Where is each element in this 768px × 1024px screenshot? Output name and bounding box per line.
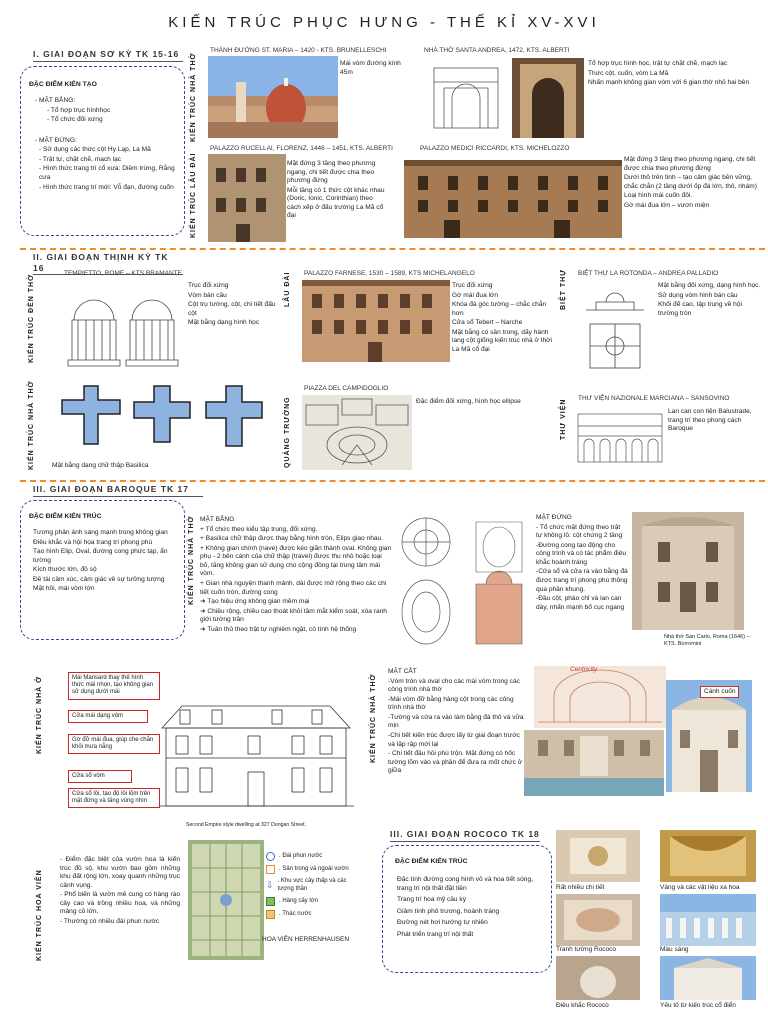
section-2-heading: II. GIAI ĐOẠN THỊNH KỲ TK 16	[33, 252, 183, 275]
tempietto-caption: TEMPIETTO, ROME – KTS BRAMANTE	[64, 270, 182, 277]
mc-point: -Tường và cửa ra vào làm bằng đá thô và vữa mịn	[388, 713, 524, 730]
rotonda-drawing	[576, 280, 654, 372]
section-3-heading: III. GIAI ĐOẠN BAROQUE TK 17	[33, 484, 203, 497]
mb-point: + Gian nhà nguyện thanh mảnh, dài được mở rộng theo các chi tiết cuốn tròn, đường cong	[200, 579, 387, 596]
s1-box-line: - MẶT BẰNG:	[35, 97, 76, 104]
marciana-caption: THƯ VIỆN NAZIONALE MARCIANA – SANSOVINO	[578, 395, 730, 402]
trevi-fountain-photo	[524, 730, 664, 796]
v-label-square: QUẢNG TRƯỜNG	[284, 396, 291, 468]
tempietto-point: Cột trụ tường, cột, chi tiết đấu cột	[188, 301, 276, 317]
legend-item	[266, 897, 362, 906]
campidoglio-caption: PIAZZA DEL CAMPIDOGLIO	[304, 385, 389, 392]
garden-point: - Thường có nhiều đài phun nước	[60, 917, 160, 925]
legend-label: . Khu vực cây thấp và các tượng thần	[277, 878, 347, 892]
v-label-villa: BIỆT THỰ	[560, 268, 567, 310]
section-divider	[20, 480, 765, 482]
rococo-caption-1: Rất nhiều chi tiết	[556, 884, 605, 891]
centricity-label: Centricity	[570, 666, 598, 673]
farnese-photo	[302, 280, 450, 362]
farnese-point: Cửa sổ Tebert – Narche	[452, 319, 523, 327]
legend-label: . Hàng cây lớn	[279, 897, 318, 904]
medici-point: Gờ mái đua lớn – vươn miện	[624, 201, 710, 209]
herrenhausen-plan	[188, 840, 264, 960]
rotonda-text	[658, 282, 763, 319]
andrea-drawing	[424, 58, 508, 138]
mb-point: + Không gian chính (nave) được kéo giãn thành oval. Không gian phụ - 2 bên cánh của chữ thập (travel) được thu nhỏ hoặc loại bỏ, tăng không gian sử dụng cho cộng đồng tại trung tâm mái vòm.	[200, 544, 392, 578]
fountain-swatch-icon	[266, 852, 275, 861]
rococo-caption-6: Yếu tố từ kiến trúc cổ điển	[660, 1002, 736, 1009]
mc-point: -Mái vòm đỡ bằng hàng cột trong các công trình nhà thờ	[388, 695, 514, 712]
legend-item	[266, 852, 362, 861]
s1-box-line: - Hình thức trang trí cổ xưa: Diềm trừng, Rằng cưa	[39, 165, 175, 181]
note-mansard-roof: Mái Mansard thay thế hình thức mái nhọn, tạo không gian sử dụng dưới mái	[68, 672, 160, 700]
v-label-temple: KIẾN TRÚC ĐỀN THỜ	[28, 273, 35, 363]
maria-text: Mái vòm đường kính 45m	[340, 60, 401, 76]
andrea-text	[588, 60, 753, 89]
andrea-point: Thức cột, cuốn, vòm La Mã	[588, 69, 669, 77]
courtyard-swatch-icon	[266, 865, 275, 874]
section-1-heading: I. GIAI ĐOẠN SƠ KỲ TK 15-16	[33, 49, 183, 62]
note-cornice: Gờ đỡ mái đua, giúp che chắn khỏi mưa nắng	[68, 734, 160, 754]
legend-item	[266, 878, 362, 893]
rococo-gold-photo	[660, 830, 756, 882]
s3-box-line: Đề tài cảm xúc, cảm giác về sự tưởng tượng	[33, 575, 165, 583]
garden-text	[60, 856, 180, 928]
rococo-caption-3: Tranh tường Rococo	[556, 946, 617, 953]
farnese-point: Gờ mái đua lớn	[452, 291, 499, 299]
andrea-point: Nhấn mạnh không gian vòm với 6 gian thờ nhỏ hai bên	[588, 79, 750, 87]
rotonda-point: Khối đế cao, tập trung về hội trường tròn	[658, 301, 742, 317]
medici-caption: PALAZZO MEDICI RICCARDI, KTS. MICHELOZZO	[420, 145, 570, 152]
farnese-point: Trục đối xứng	[452, 282, 493, 289]
note-bay-window: Cửa sổ lồi, tạo độ lồi lõm trên mặt đứng và tăng vùng nhìn	[68, 788, 160, 808]
v-label-garden: KIẾN TRÚC HOA VIÊN	[36, 869, 43, 961]
s4-box-line: Giảm tính phô trương, hoành tráng	[397, 907, 500, 915]
medici-photo	[404, 160, 622, 238]
second-empire-house-drawing	[152, 688, 360, 818]
rucellai-point: Mỗi tầng có 1 thức cột khác nhau (Doric, Ionic, Corinthian) theo cách xếp ở đấu trường La Mã cổ đại	[287, 186, 385, 220]
md-point: - Tổ chức mặt đứng theo trật tự không lồ: cột chứng 2 tầng	[536, 523, 623, 540]
marciana-text: Lan can con tiện Balustrade, trang trí theo phong cách Baroque	[668, 408, 752, 433]
garden-legend	[266, 852, 362, 923]
s4-box-line: Đặc tính đường cong hình vỏ và hoa tiết sóng, trang trí nội thất đặt tiền	[397, 876, 533, 892]
s4-box-title: ĐẶC ĐIỂM KIẾN TRÚC	[395, 858, 468, 865]
md-title: MẶT ĐỨNG	[536, 514, 572, 521]
tempietto-drawing	[64, 280, 184, 372]
mb-point: + Basilica chữ thập được thay bằng hình tròn, Elips giao nhau.	[200, 535, 384, 543]
s3-box-line: Mặt hồi, mái vòm lớn	[33, 585, 95, 593]
s3-box-line: Tạo hình Elip, Oval, đường cong phức tạp, ẩn tường	[33, 548, 168, 564]
tempietto-point: Trục đối xứng	[188, 282, 229, 289]
arrow-icon: ➜	[200, 625, 208, 633]
campidoglio-drawing	[302, 395, 412, 470]
mc-point: - Chi tiết đầu hồi phù trộn. Mặt đứng có hốc tường lõm vào và phần để đưa ra mốt chức ở giữa	[388, 750, 523, 775]
rococo-caption-2: Vàng và các vật liệu xa hoa	[660, 884, 740, 891]
garden-point: - Điểm đặc biệt của vườn hoa là kiến trúc đồ sộ, khu vườn bao gồm những khu đất rộng lớn, xoay quanh những trục cảnh vụng.	[60, 856, 180, 889]
s1-box-line: - Tổ hợp trục hìnhhọc	[47, 106, 111, 114]
s4-features-box	[382, 845, 552, 973]
baroque-plan-text	[200, 516, 392, 635]
rucellai-text	[287, 160, 387, 222]
v-label-church-4: KIẾN TRÚC NHÀ THỜ	[370, 673, 377, 763]
md-point: -Cửa sổ và cửa ra vào bằng đá được trang trí phong phú thông qua phần khung.	[536, 568, 628, 593]
rotonda-point: Sử dụng vòm hình bán cầu	[658, 291, 738, 299]
s1-box-line: - Hình thức trang trí mới: Vỗ đạn, đường cuốn	[39, 183, 174, 191]
tree-row-swatch-icon	[266, 897, 275, 906]
tempietto-point: Vòm bán cầu	[188, 291, 227, 299]
legend-item	[266, 865, 362, 874]
v-label-church-1: KIẾN TRÚC NHÀ THỜ	[190, 52, 197, 142]
v-label-church-3: KIẾN TRÚC NHÀ THỜ	[188, 515, 195, 605]
tempietto-text	[188, 282, 278, 329]
s3-box-title: ĐẶC ĐIỂM KIẾN TRÚC	[29, 513, 102, 520]
waterfall-swatch-icon	[266, 910, 275, 919]
legend-label: . Thác nước	[279, 910, 312, 917]
mb-title: MẶT BẰNG	[200, 516, 235, 523]
s1-box-line: - MẶT ĐỨNG:	[35, 136, 77, 144]
s3-box-line: Kích thước lớn, đồ sộ	[33, 566, 97, 574]
farnese-point: Mặt bằng có sân trong, dãy hành lang cột giống kiến trúc nhà ở thời La Mã cổ đại	[452, 328, 552, 353]
rucellai-point: Mặt đứng 3 tầng theo phương ngang, chi tiết được chia theo phương đứng	[287, 160, 376, 185]
legend-item	[266, 910, 362, 919]
rococo-detail-photo	[556, 830, 640, 882]
rucellai-caption: PALAZZO RUCELLAI, FLORENZ, 1446 – 1451, KTS. ALBERTI	[210, 145, 393, 152]
s4-box-line: Phát triển trang trí nội thất	[397, 930, 474, 938]
mb-point: + Tổ chức theo kiểu tập trung, đối xứng.	[200, 525, 318, 533]
rotonda-point: Mặt bằng đối xứng, dạng hình học.	[658, 282, 761, 289]
legend-label: . Đài phun nước	[279, 852, 323, 859]
page-title: KIẾN TRÚC PHỤC HƯNG - THẾ KỈ XV-XVI	[168, 14, 600, 31]
mc-point: -Chi tiết kiến trúc được lấy từ giai đoạn trước và lặp rập mới lại	[388, 731, 520, 748]
md-point: -Đường cong tạo động cho công trình và có tác phẩm điêu khắc hoành tráng	[536, 541, 627, 566]
san-carlo-photo	[632, 512, 744, 630]
mb-arrow-text: Chiều rộng, chiều cao thoát khỏi tầm mắt kiểm soát, xóa ranh giới tường trần	[200, 607, 387, 624]
rococo-caption-5: Điêu khắc Rococo	[556, 1002, 609, 1009]
rococo-classical-photo	[660, 956, 756, 1000]
basilica-plans	[44, 380, 269, 450]
note-arched-window: Cửa sổ vòm	[68, 770, 132, 783]
mb-arrow-text: Tạo hiệu ứng không gian mềm mại	[207, 598, 310, 606]
house-caption: Second Empire style dwelling at 327 Dungan Street.	[186, 822, 306, 828]
section-4-heading: III. GIAI ĐOẠN ROCOCO TK 18	[390, 829, 540, 842]
maria-caption: THÁNH ĐƯỜNG ST. MARIA – 1420 - KTS. BRUNELLESCHI	[210, 47, 387, 54]
garden-caption: HOA VIÊN HERRENHAUSEN	[262, 936, 350, 943]
mc-point: -Vòm tròn và oval cho các mái vòm trong các công trình nhà thờ	[388, 677, 520, 694]
rotonda-caption: BIỆT THỰ LA ROTONDA – ANDREA PALLADIO	[578, 270, 719, 277]
farnese-caption: PALAZZO FARNESE, 1530 – 1589, KTS MICHELANGELO	[304, 270, 475, 277]
medici-point: Loại hình mái cuốn đôi.	[624, 192, 693, 200]
v-label-house: KIẾN TRÚC NHÀ Ở	[36, 675, 43, 755]
s1-box-line: - Trật tự, chặt chẽ, mạch lạc	[39, 155, 122, 163]
s1-box-line: - Tổ chức đối xứng	[47, 116, 103, 124]
v-label-library: THƯ VIỆN	[560, 398, 567, 440]
rococo-caption-4: Màu sáng	[660, 946, 689, 953]
farnese-point: Khóa đá góc tường – chắc chắn hơn	[452, 301, 547, 317]
s3-features-box	[20, 500, 185, 640]
s1-box-line: - Sử dụng các thức cột Hy Lạp, La Mã	[39, 146, 151, 154]
md-point: -Đầu cột, phào chỉ và lan can dày, nhấn mạnh bố cục ngang	[536, 595, 625, 611]
medici-point: Mặt đứng 3 tầng theo phương ngang, chi tiết được chia theo phương đứng	[624, 156, 756, 172]
san-carlo-caption: Nhà thờ San Carlo, Roma (1646) – KTS. Borromini	[664, 634, 750, 648]
legend-label: . Sân trong và ngoài vườn	[279, 865, 349, 872]
andrea-point: Tổ hợp trục hình học, trật tự chặt chẽ, mạch lạc	[588, 60, 728, 67]
s1-box-title: ĐẶC ĐIỂM KIẾN TẠO	[29, 81, 97, 88]
note-dormer-window: Cửa mái dạng vòm	[68, 710, 148, 723]
tempietto-point: Mặt bằng dạng hình học	[188, 319, 260, 327]
v-label-palace-1: KIẾN TRÚC LÂU ĐÀI	[190, 152, 197, 238]
florence-cathedral-photo	[208, 56, 338, 138]
centricity-section-drawing	[534, 666, 666, 728]
garden-point: - Phổ biến là vườn mê cung có hàng rào cây cao và trồng nhiều hoa, và những mảng cỏ lớn.	[60, 891, 180, 916]
marciana-drawing	[576, 406, 664, 464]
andrea-interior-photo	[512, 58, 584, 138]
arrow-icon: ➜	[200, 607, 208, 615]
baroque-facade-text	[536, 514, 628, 613]
rococo-sculpture-photo	[556, 956, 640, 1000]
andrea-caption: NHÀ THỜ SANTA ANDREA, 1472, KTS. ALBERTI	[424, 47, 570, 54]
baroque-plan-drawings	[396, 512, 531, 660]
medici-point: Dưới thô trên tinh – tạo cảm giác bền vững, chắc chắn (2 tầng dưới ốp đá lớn, thô, nhám)	[624, 174, 757, 190]
farnese-text	[452, 282, 552, 356]
rococo-mural-photo	[556, 894, 640, 946]
section-divider	[20, 248, 765, 250]
mc-title: MẶT CẮT	[388, 668, 417, 675]
mb-arrow-text: Tuân thủ theo trật tự nghiêm ngặt, có tính hệ thống	[207, 625, 357, 633]
s1-features-box	[20, 66, 185, 236]
medici-text	[624, 156, 762, 211]
campidoglio-text: Đặc điểm đối xứng, hình học ellipse	[416, 398, 521, 405]
arrow-icon: ➜	[200, 598, 208, 606]
s4-box-line: Đường nét hơi hướng tự nhiên	[397, 919, 488, 927]
canh-cuon-label: Cánh cuốn	[700, 686, 739, 698]
s4-box-line: Trang trí hoa mỹ cầu kỳ	[397, 896, 467, 904]
s3-box-line: Tương phản ánh sáng mạnh trong không gian	[33, 529, 168, 536]
v-label-palace-2: LÂU ĐÀI	[284, 271, 291, 307]
baroque-section-text	[388, 668, 524, 777]
basilica-text: Mặt bằng dạng chữ thập Basilica	[52, 462, 149, 469]
rucellai-photo	[208, 154, 286, 242]
v-label-church-2: KIẾN TRÚC NHÀ THỜ	[28, 380, 35, 470]
s3-box-line: Điêu khắc và hội họa trang trí phong phú	[33, 538, 153, 546]
low-trees-icon: ⇩	[266, 880, 274, 890]
rococo-bright-photo	[660, 894, 756, 946]
